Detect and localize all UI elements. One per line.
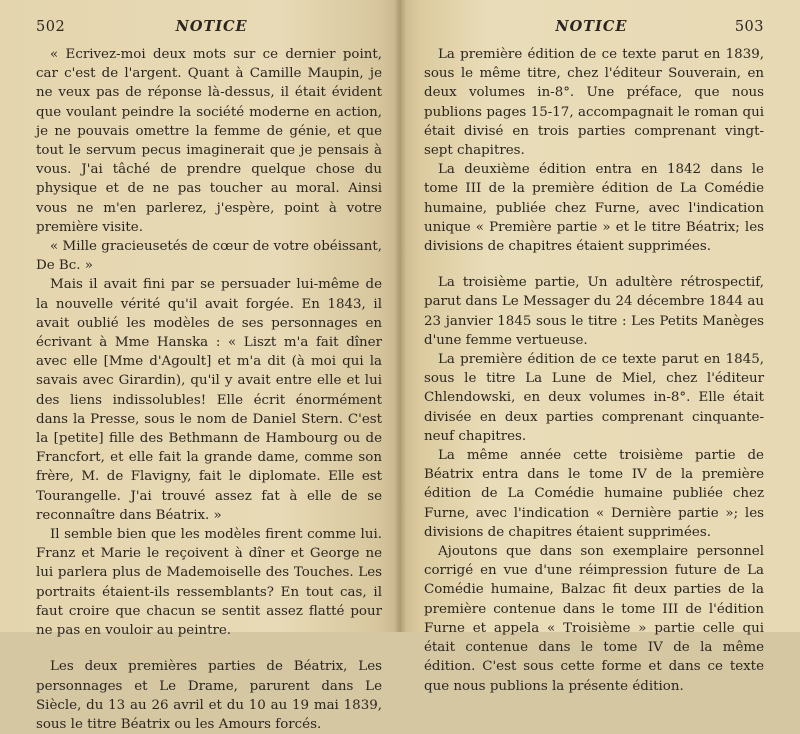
page-number: 503 bbox=[734, 19, 764, 35]
running-title: NOTICE bbox=[555, 18, 628, 35]
left-page bbox=[0, 0, 400, 732]
paragraph: La troisième partie, Un adultère rétrospectif, parut dans Le Messager du 24 décembre 1844 au 23 janvier 1845 sous le titre : Les Petits Manèges d'une femme vertueuse. bbox=[424, 275, 764, 348]
paragraph: Les deux premières parties de Béatrix, Les personnages et Le Drame, parurent dans Le Siècle, du 13 au 26 avril et du 10 au 19 mai 1839, sous le titre Béatrix ou les Amours forcés. bbox=[36, 659, 382, 732]
running-title: NOTICE bbox=[175, 18, 248, 35]
paragraph: Ajoutons que dans son exemplaire personnel corrigé en vue d'une réimpression future de La Comédie humaine, Balzac fit deux parties de la première contenue dans le tome III de l'édition Furne et appela « Troisième » partie celle qui était contenue dans le tome IV de la même édition. C'est sous cette forme et dans ce texte que nous publions la présente édition. bbox=[424, 544, 764, 694]
left-page-header bbox=[36, 18, 382, 35]
paragraph: Il semble bien que les modèles firent comme lui. Franz et Marie le reçoivent à dîner et George ne lui parlera plus de Mademoiselle des Touches. Les portraits étaient-ils ressemblants? En tout cas, il faut croire que chacun se sentit assez flatté pour ne pas en vouloir au peintre. bbox=[36, 527, 382, 639]
right-page bbox=[400, 0, 800, 694]
left-page-body bbox=[36, 45, 382, 734]
page-number: 502 bbox=[36, 19, 66, 35]
paragraph: La deuxième édition entra en 1842 dans le tome III de la première édition de La Comédie humaine, publiée chez Furne, avec l'indication unique « Première partie » et le titre Béatrix; les divisions de chapitres étaient supprimées. bbox=[424, 162, 764, 255]
paragraph: Mais il avait fini par se persuader lui-même de la nouvelle vérité qu'il avait forgée. En 1843, il avait oublié les modèles de ses personnages en écrivant à Mme Hanska : « Liszt m'a fait dîner avec elle [Mme d'Agoult] et m'a dit (à moi qui la savais avec Girardin), qu'il y avait entre elle et lui des liens indissolubles! Elle écrit énormément dans la Presse, sous le nom de Daniel Stern. C'est la [petite] fille des Bethmann de Hambourg ou de Francfort, et elle fait la grande dame, comme son frère, M. de Flavigny, fait le diplomate. Elle est Tourangelle. J'ai trouvé assez fat à elle de se reconnaître dans Béatrix. » bbox=[36, 277, 382, 523]
paragraph: La même année cette troisième partie de Béatrix entra dans le tome IV de la première édition de La Comédie humaine publiée chez Furne, avec l'indication « Dernière partie »; les divisions de chapitres étaient supprimées. bbox=[424, 448, 764, 540]
right-page-body bbox=[424, 45, 764, 696]
paragraph: La première édition de ce texte parut en 1845, sous le titre La Lune de Miel, chez l'éditeur Chlendowski, en deux volumes in-8°. Elle était divisée en deux parties comprenant cinquante-neuf chapitres. bbox=[424, 352, 764, 444]
right-page-header bbox=[424, 18, 764, 35]
paragraph: « Ecrivez-moi deux mots sur ce dernier point, car c'est de l'argent. Quant à Camille Maupin, je ne veux pas de réponse là-dessus, il était évident que voulant peindre la société moderne en action, je ne pouvais omettre la femme de génie, et que tout le servum pecus imaginerait que je pensais à vous. J'ai tâché de prendre quelque chose du physique et de ne pas toucher au moral. Ainsi vous ne m'en parlerez, j'espère, point à votre première visite. bbox=[36, 47, 382, 235]
paragraph: « Mille gracieusetés de cœur de votre obéissant, De Bc. » bbox=[36, 239, 382, 274]
paragraph: La première édition de ce texte parut en 1839, sous le même titre, chez l'éditeur Souverain, en deux volumes in-8°. Une préface, que nous publions pages 15-17, accompagnait le roman qui était divisé en trois parties comprenant vingt-sept chapitres. bbox=[424, 47, 764, 159]
